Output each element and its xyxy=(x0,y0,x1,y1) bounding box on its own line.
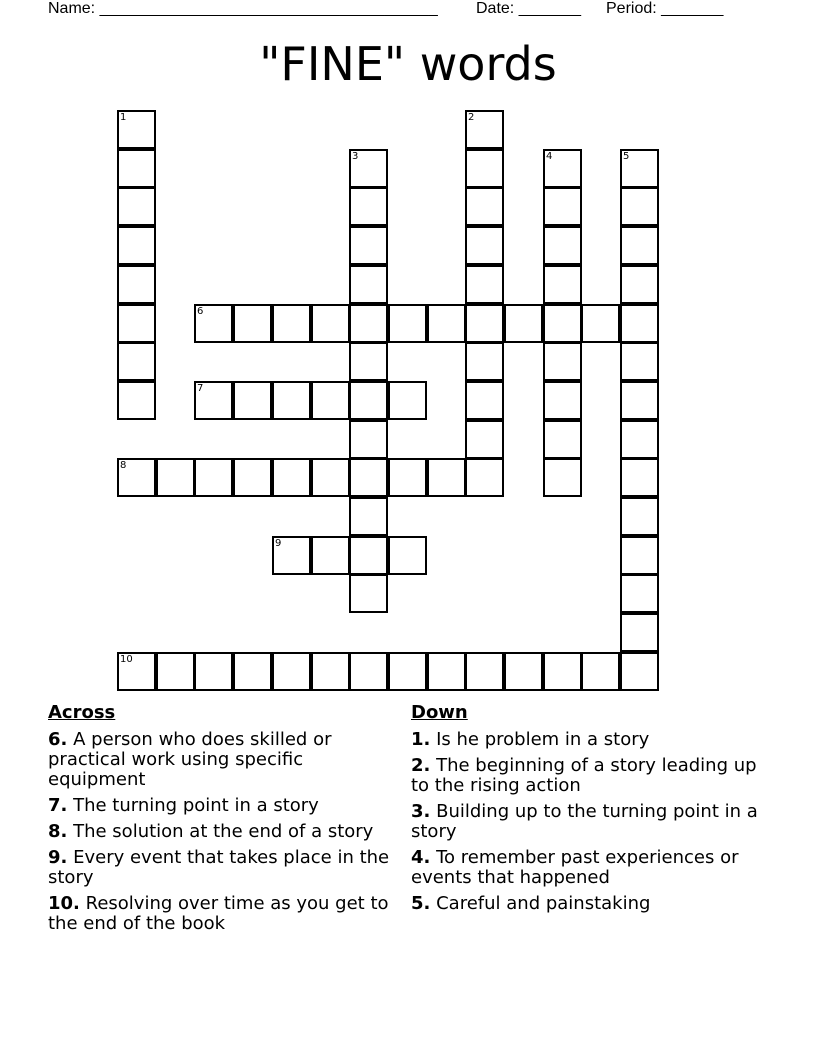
grid-cell[interactable] xyxy=(194,381,233,420)
grid-cell[interactable] xyxy=(620,497,659,536)
grid-cell[interactable] xyxy=(117,652,156,691)
across-clue xyxy=(48,822,398,842)
grid-cell[interactable] xyxy=(543,652,582,691)
grid-cell[interactable] xyxy=(388,536,427,575)
clue-text: The turning point in a story xyxy=(73,795,319,816)
grid-cell[interactable] xyxy=(117,110,156,149)
grid-cell[interactable] xyxy=(388,652,427,691)
down-clues xyxy=(411,702,771,920)
grid-cell[interactable] xyxy=(349,574,388,613)
clue-number-label: 5 xyxy=(623,151,630,162)
grid-cell[interactable] xyxy=(233,458,272,497)
grid-cell[interactable] xyxy=(543,420,582,459)
name-field[interactable]: Name: ______________________________________ xyxy=(48,0,438,17)
clue-number: 9. xyxy=(48,847,68,868)
grid-cell[interactable] xyxy=(620,342,659,381)
grid-cell[interactable] xyxy=(156,652,195,691)
grid-cell[interactable] xyxy=(194,652,233,691)
grid-cell[interactable] xyxy=(349,381,388,420)
grid-cell[interactable] xyxy=(349,652,388,691)
across-clues xyxy=(48,702,398,940)
grid-cell[interactable] xyxy=(620,574,659,613)
clue-number-label: 8 xyxy=(120,460,127,471)
grid-cell[interactable] xyxy=(117,342,156,381)
grid-cell[interactable] xyxy=(465,420,504,459)
across-clue xyxy=(48,894,398,934)
grid-cell[interactable] xyxy=(388,381,427,420)
grid-cell[interactable] xyxy=(117,265,156,304)
grid-cell[interactable] xyxy=(349,304,388,343)
grid-cell[interactable] xyxy=(349,265,388,304)
grid-cell[interactable] xyxy=(543,342,582,381)
clue-number-label: 3 xyxy=(352,151,359,162)
clue-text: Building up to the turning point in a story xyxy=(411,801,758,842)
grid-cell[interactable] xyxy=(581,304,620,343)
period-field[interactable]: Period: _______ xyxy=(606,0,724,17)
grid-cell[interactable] xyxy=(543,187,582,226)
grid-cell[interactable] xyxy=(620,265,659,304)
page-title: "FINE" words xyxy=(259,37,557,91)
grid-cell[interactable] xyxy=(543,226,582,265)
across-clue xyxy=(48,848,398,888)
grid-cell[interactable] xyxy=(311,381,350,420)
clue-text: To remember past experiences or events that happened xyxy=(411,847,739,888)
clue-number-label: 4 xyxy=(546,151,553,162)
grid-cell[interactable] xyxy=(194,458,233,497)
grid-cell[interactable] xyxy=(465,226,504,265)
grid-cell[interactable] xyxy=(272,304,311,343)
clue-number-label: 10 xyxy=(120,654,133,665)
clue-number: 8. xyxy=(48,821,68,842)
clue-number: 10. xyxy=(48,893,80,914)
grid-cell[interactable] xyxy=(465,458,504,497)
clue-text: The beginning of a story leading up to the rising action xyxy=(411,755,757,796)
grid-cell[interactable] xyxy=(117,381,156,420)
grid-cell[interactable] xyxy=(427,458,466,497)
grid-cell[interactable] xyxy=(504,652,543,691)
grid-cell[interactable] xyxy=(543,304,582,343)
clue-number-label: 6 xyxy=(197,306,204,317)
grid-cell[interactable] xyxy=(620,536,659,575)
grid-cell[interactable] xyxy=(311,458,350,497)
grid-cell[interactable] xyxy=(349,149,388,188)
grid-cell[interactable] xyxy=(465,304,504,343)
clue-text: The solution at the end of a story xyxy=(73,821,374,842)
clue-number: 7. xyxy=(48,795,68,816)
down-clue xyxy=(411,802,771,842)
grid-cell[interactable] xyxy=(427,304,466,343)
grid-cell[interactable] xyxy=(620,226,659,265)
down-heading: Down xyxy=(411,702,468,723)
grid-cell[interactable] xyxy=(272,652,311,691)
down-clue xyxy=(411,848,771,888)
grid-cell[interactable] xyxy=(349,536,388,575)
grid-cell[interactable] xyxy=(465,652,504,691)
grid-cell[interactable] xyxy=(349,458,388,497)
grid-cell[interactable] xyxy=(465,110,504,149)
grid-cell[interactable] xyxy=(427,652,466,691)
clue-text: Every event that takes place in the story xyxy=(48,847,390,888)
clue-number: 4. xyxy=(411,847,431,868)
grid-cell[interactable] xyxy=(465,149,504,188)
grid-cell[interactable] xyxy=(620,458,659,497)
grid-cell[interactable] xyxy=(581,652,620,691)
grid-cell[interactable] xyxy=(156,458,195,497)
grid-cell[interactable] xyxy=(272,381,311,420)
grid-cell[interactable] xyxy=(117,304,156,343)
clue-number: 5. xyxy=(411,893,431,914)
grid-cell[interactable] xyxy=(543,149,582,188)
grid-cell[interactable] xyxy=(620,187,659,226)
grid-cell[interactable] xyxy=(117,458,156,497)
across-clue xyxy=(48,796,398,816)
grid-cell[interactable] xyxy=(543,381,582,420)
down-clue xyxy=(411,894,771,914)
clue-text: A person who does skilled or practical work using specific equipment xyxy=(48,729,332,790)
grid-cell[interactable] xyxy=(465,381,504,420)
date-field[interactable]: Date: _______ xyxy=(476,0,581,17)
grid-cell[interactable] xyxy=(349,342,388,381)
grid-cell[interactable] xyxy=(233,652,272,691)
grid-cell[interactable] xyxy=(117,226,156,265)
grid-cell[interactable] xyxy=(233,304,272,343)
grid-cell[interactable] xyxy=(194,304,233,343)
clue-number-label: 1 xyxy=(120,112,127,123)
clue-text: Is he problem in a story xyxy=(436,729,650,750)
grid-cell[interactable] xyxy=(620,149,659,188)
grid-cell[interactable] xyxy=(272,458,311,497)
grid-cell[interactable] xyxy=(349,420,388,459)
grid-cell[interactable] xyxy=(117,149,156,188)
grid-cell[interactable] xyxy=(620,304,659,343)
grid-cell[interactable] xyxy=(620,420,659,459)
grid-cell[interactable] xyxy=(233,381,272,420)
grid-cell[interactable] xyxy=(504,304,543,343)
clue-number: 2. xyxy=(411,755,431,776)
clue-number-label: 2 xyxy=(468,112,475,123)
grid-cell[interactable] xyxy=(543,458,582,497)
grid-cell[interactable] xyxy=(349,187,388,226)
down-clue xyxy=(411,756,771,796)
clue-number: 3. xyxy=(411,801,431,822)
grid-cell[interactable] xyxy=(620,381,659,420)
clue-number-label: 9 xyxy=(275,538,282,549)
grid-cell[interactable] xyxy=(349,497,388,536)
grid-cell[interactable] xyxy=(620,613,659,652)
clue-number-label: 7 xyxy=(197,383,204,394)
grid-cell[interactable] xyxy=(543,265,582,304)
clue-number: 1. xyxy=(411,729,431,750)
grid-cell[interactable] xyxy=(388,304,427,343)
grid-cell[interactable] xyxy=(620,652,659,691)
clue-number: 6. xyxy=(48,729,68,750)
clue-text: Resolving over time as you get to the end of the book xyxy=(48,893,389,934)
grid-cell[interactable] xyxy=(311,536,350,575)
grid-cell[interactable] xyxy=(272,536,311,575)
across-clue xyxy=(48,730,398,790)
grid-cell[interactable] xyxy=(388,458,427,497)
across-heading: Across xyxy=(48,702,116,723)
grid-cell[interactable] xyxy=(465,342,504,381)
grid-cell[interactable] xyxy=(465,265,504,304)
down-clue xyxy=(411,730,771,750)
grid-cell[interactable] xyxy=(117,187,156,226)
grid-cell[interactable] xyxy=(465,187,504,226)
grid-cell[interactable] xyxy=(311,652,350,691)
clue-text: Careful and painstaking xyxy=(436,893,651,914)
grid-cell[interactable] xyxy=(311,304,350,343)
grid-cell[interactable] xyxy=(349,226,388,265)
